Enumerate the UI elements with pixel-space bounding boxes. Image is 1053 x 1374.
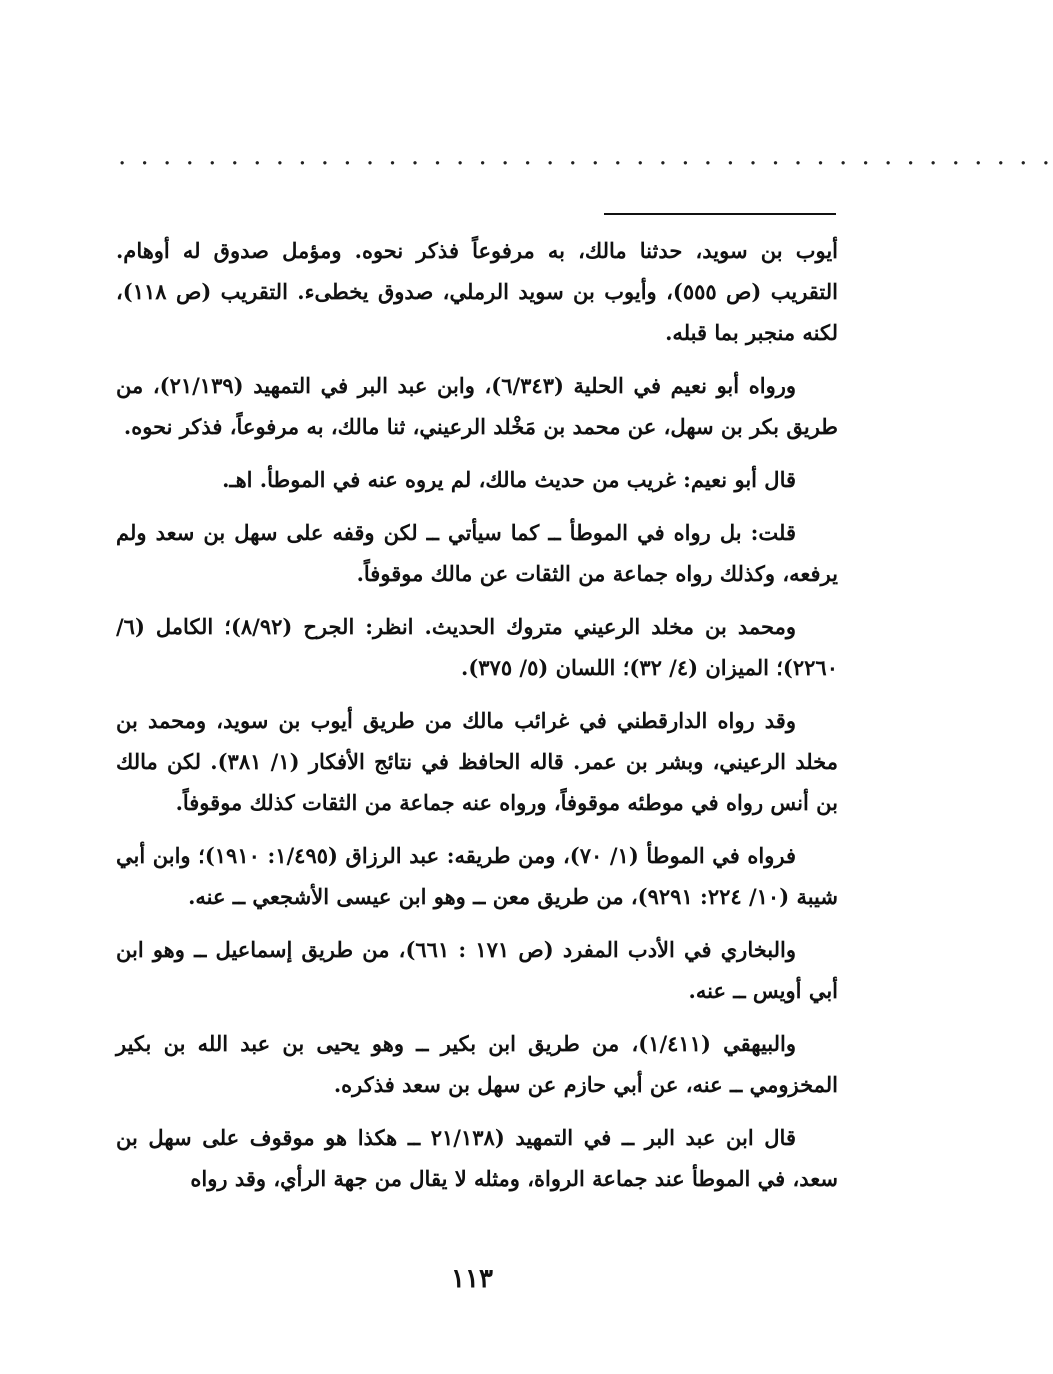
footnotes-block bbox=[116, 230, 838, 1211]
footnote-paragraph: قال ابن عبد البر ــ في التمهيد (٢١/١٣٨ ــ هكذا هو موقوف على سهل بن سعد، في الموطأ عند جماعة الرواة، ومثله لا يقال من جهة الرأي، وقد رواه bbox=[116, 1125, 838, 1191]
footnote-paragraph: والبيهقي (١/٤١١)، من طريق ابن بكير ــ وهو يحيى بن عبد الله بن بكير المخزومي ــ عنه، عن أبي حازم عن سهل بن سعد فذكره. bbox=[116, 1031, 838, 1097]
footnote-paragraph: قلت: بل رواه في الموطأ ــ كما سيأتي ــ لكن وقفه على سهل بن سعد ولم يرفعه، وكذلك رواه جماعة من الثقات عن مالك موقوفاً. bbox=[116, 520, 838, 586]
page-number: ١١٣ bbox=[451, 1264, 493, 1294]
dotted-separator: . . . . . . . . . . . . . . . . . . . . . . . . . . . . . . . . . . . . . . . . . . bbox=[118, 141, 1053, 171]
footnote-paragraph: والبخاري في الأدب المفرد (ص ١٧١ : ٦٦١)، من طريق إسماعيل ــ وهو ابن أبي أويس ــ عنه. bbox=[116, 937, 838, 1003]
footnote-paragraph: فرواه في الموطأ (١/ ٧٠)، ومن طريقه: عبد الرزاق (١/٤٩٥: ١٩١٠)؛ وابن أبي شيبة (١٠/ ٢٢٤: ٩٢٩١)، من طريق معن ــ وهو ابن عيسى الأشجعي ــ عنه. bbox=[116, 843, 838, 909]
footnote-paragraph: ورواه أبو نعيم في الحلية (٦/٣٤٣)، وابن عبد البر في التمهيد (٢١/١٣٩)، من طريق بكر بن سهل، عن محمد بن مَخْلد الرعيني، ثنا مالك، به مرفوعاً، فذكر نحوه. bbox=[116, 373, 838, 439]
footnote-paragraph: أيوب بن سويد، حدثنا مالك، به مرفوعاً فذكر نحوه. ومؤمل صدوق له أوهام. التقريب (ص ٥٥٥)، وأيوب بن سويد الرملي، صدوق يخطىء. التقريب (ص ١١٨)، لكنه منجبر بما قبله. bbox=[116, 238, 838, 345]
footnote-rule bbox=[604, 213, 836, 215]
footnote-paragraph: ومحمد بن مخلد الرعيني متروك الحديث. انظر: الجرح (٨/٩٢)؛ الكامل (٦/ ٢٢٦٠)؛ الميزان (٤/ ٣٢)؛ اللسان (٥/ ٣٧٥). bbox=[116, 614, 838, 680]
footnote-paragraph: قال أبو نعيم: غريب من حديث مالك، لم يروه عنه في الموطأ. اهـ. bbox=[222, 467, 796, 492]
footnote-paragraph: وقد رواه الدارقطني في غرائب مالك من طريق أيوب بن سويد، ومحمد بن مخلد الرعيني، وبشر بن عمر. قاله الحافظ في نتائج الأفكار (١/ ٣٨١). لكن مالك بن أنس رواه في موطئه موقوفاً، ورواه عنه جماعة من الثقات كذلك موقوفاً. bbox=[116, 708, 838, 815]
